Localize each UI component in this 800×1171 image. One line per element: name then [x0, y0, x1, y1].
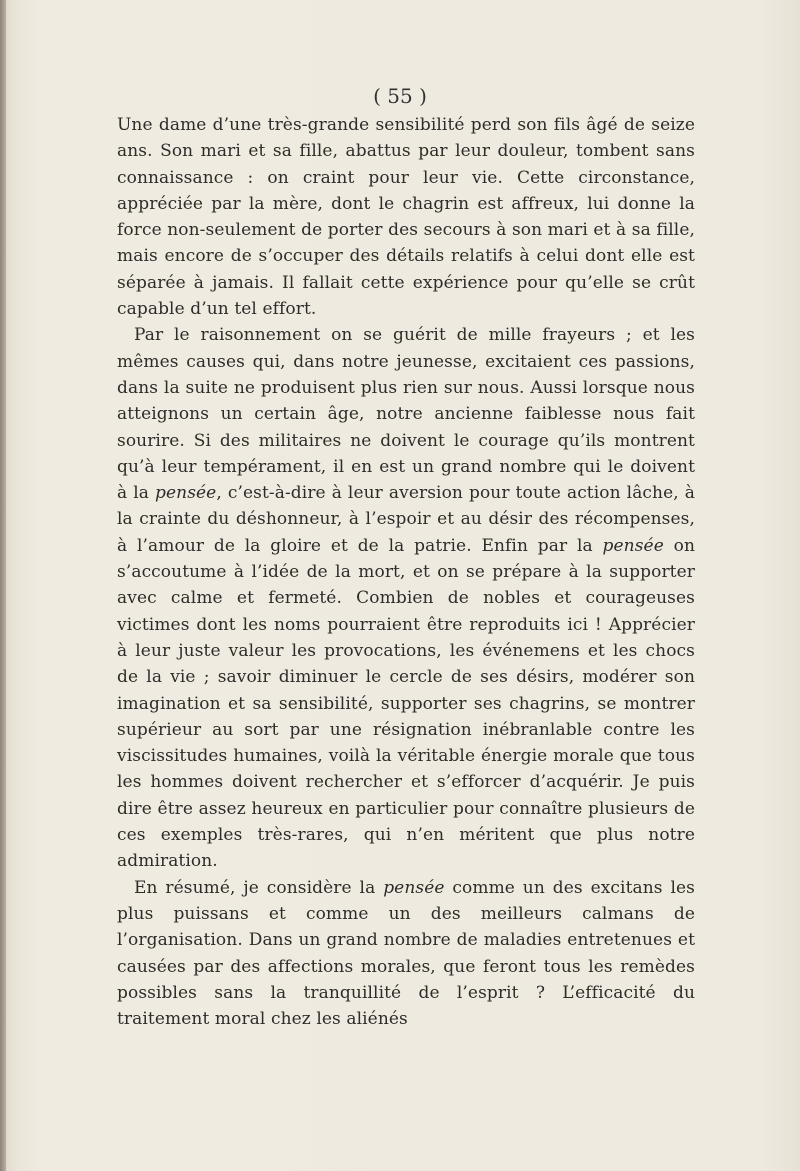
text-segment: on s’accoutume à l’idée de la mort, et on se prépare à la supporter avec calme et fermeté. Combien de nobles et courageuses victimes dont les noms pourraient être reproduits ici ! Apprécier à leur juste valeur les provocations, les événemens et les chocs de la vie ; savoir diminuer le cercle de ses désirs, modérer son imagination et sa sensibilité, supporter ses chagrins, se montrer supérieur au sort par une résignation inébranlable contre les viscissitudes humaines, voilà la véritable énergie morale que tous les hommes doivent rechercher et s’efforcer d’acquérir. Je puis dire être assez heureux en particulier pour connaître plusieurs de ces exemples très-rares, qui n’en méritent que plus notre admiration.: [117, 535, 696, 872]
paragraph: [117, 322, 695, 874]
text-segment: En résumé, je considère la: [134, 877, 384, 898]
italic-term: pensée: [602, 535, 664, 556]
page-number: ( 55 ): [373, 84, 427, 108]
text-segment: , c’est-à-dire à leur aversion pour toute action lâche, à la crainte du déshonneur, à l’espoir et au désir des récompenses, à l’amour de la gloire et de la patrie. Enfin par la: [117, 483, 695, 556]
paragraph: [117, 112, 695, 322]
italic-term: pensée: [383, 877, 445, 898]
italic-term: pensée: [155, 483, 217, 504]
body-text: [117, 112, 695, 1032]
text-segment: Une dame d’une très-grande sensibilité perd son fils âgé de seize ans. Son mari et sa fille, abattus par leur douleur, tombent sans connaissance : on craint pour leur vie. Cette circonstance, appréciée par la mère, dont le chagrin est affreux, lui donne la force non-seulement de porter des secours à son mari et à sa fille, mais encore de s’occuper des détails relatifs à celui dont elle est séparée à jamais. Il fallait cette expérience pour qu’elle se crût capable d’un tel effort.: [117, 115, 695, 320]
paragraph: [117, 875, 695, 1033]
page-binding-edge: [0, 0, 6, 1171]
text-segment: comme un des excitans les plus puissans et comme un des meilleurs calmans de l’organisation. Dans un grand nombre de maladies entretenues et causées par des affections morales, que feront tous les remèdes possibles sans la tranquillité de l’esprit ? L’efficacité du traitement moral chez les aliénés: [117, 877, 695, 1030]
text-segment: Par le raisonnement on se guérit de mille frayeurs ; et les mêmes causes qui, dans notre jeunesse, excitaient ces passions, dans la suite ne produisent plus rien sur nous. Aussi lorsque nous atteignons un certain âge, notre ancienne faiblesse nous fait sourire. Si des militaires ne doivent le courage qu’ils montrent qu’à leur tempérament, il en est un grand nombre qui le doivent à la: [117, 325, 695, 504]
